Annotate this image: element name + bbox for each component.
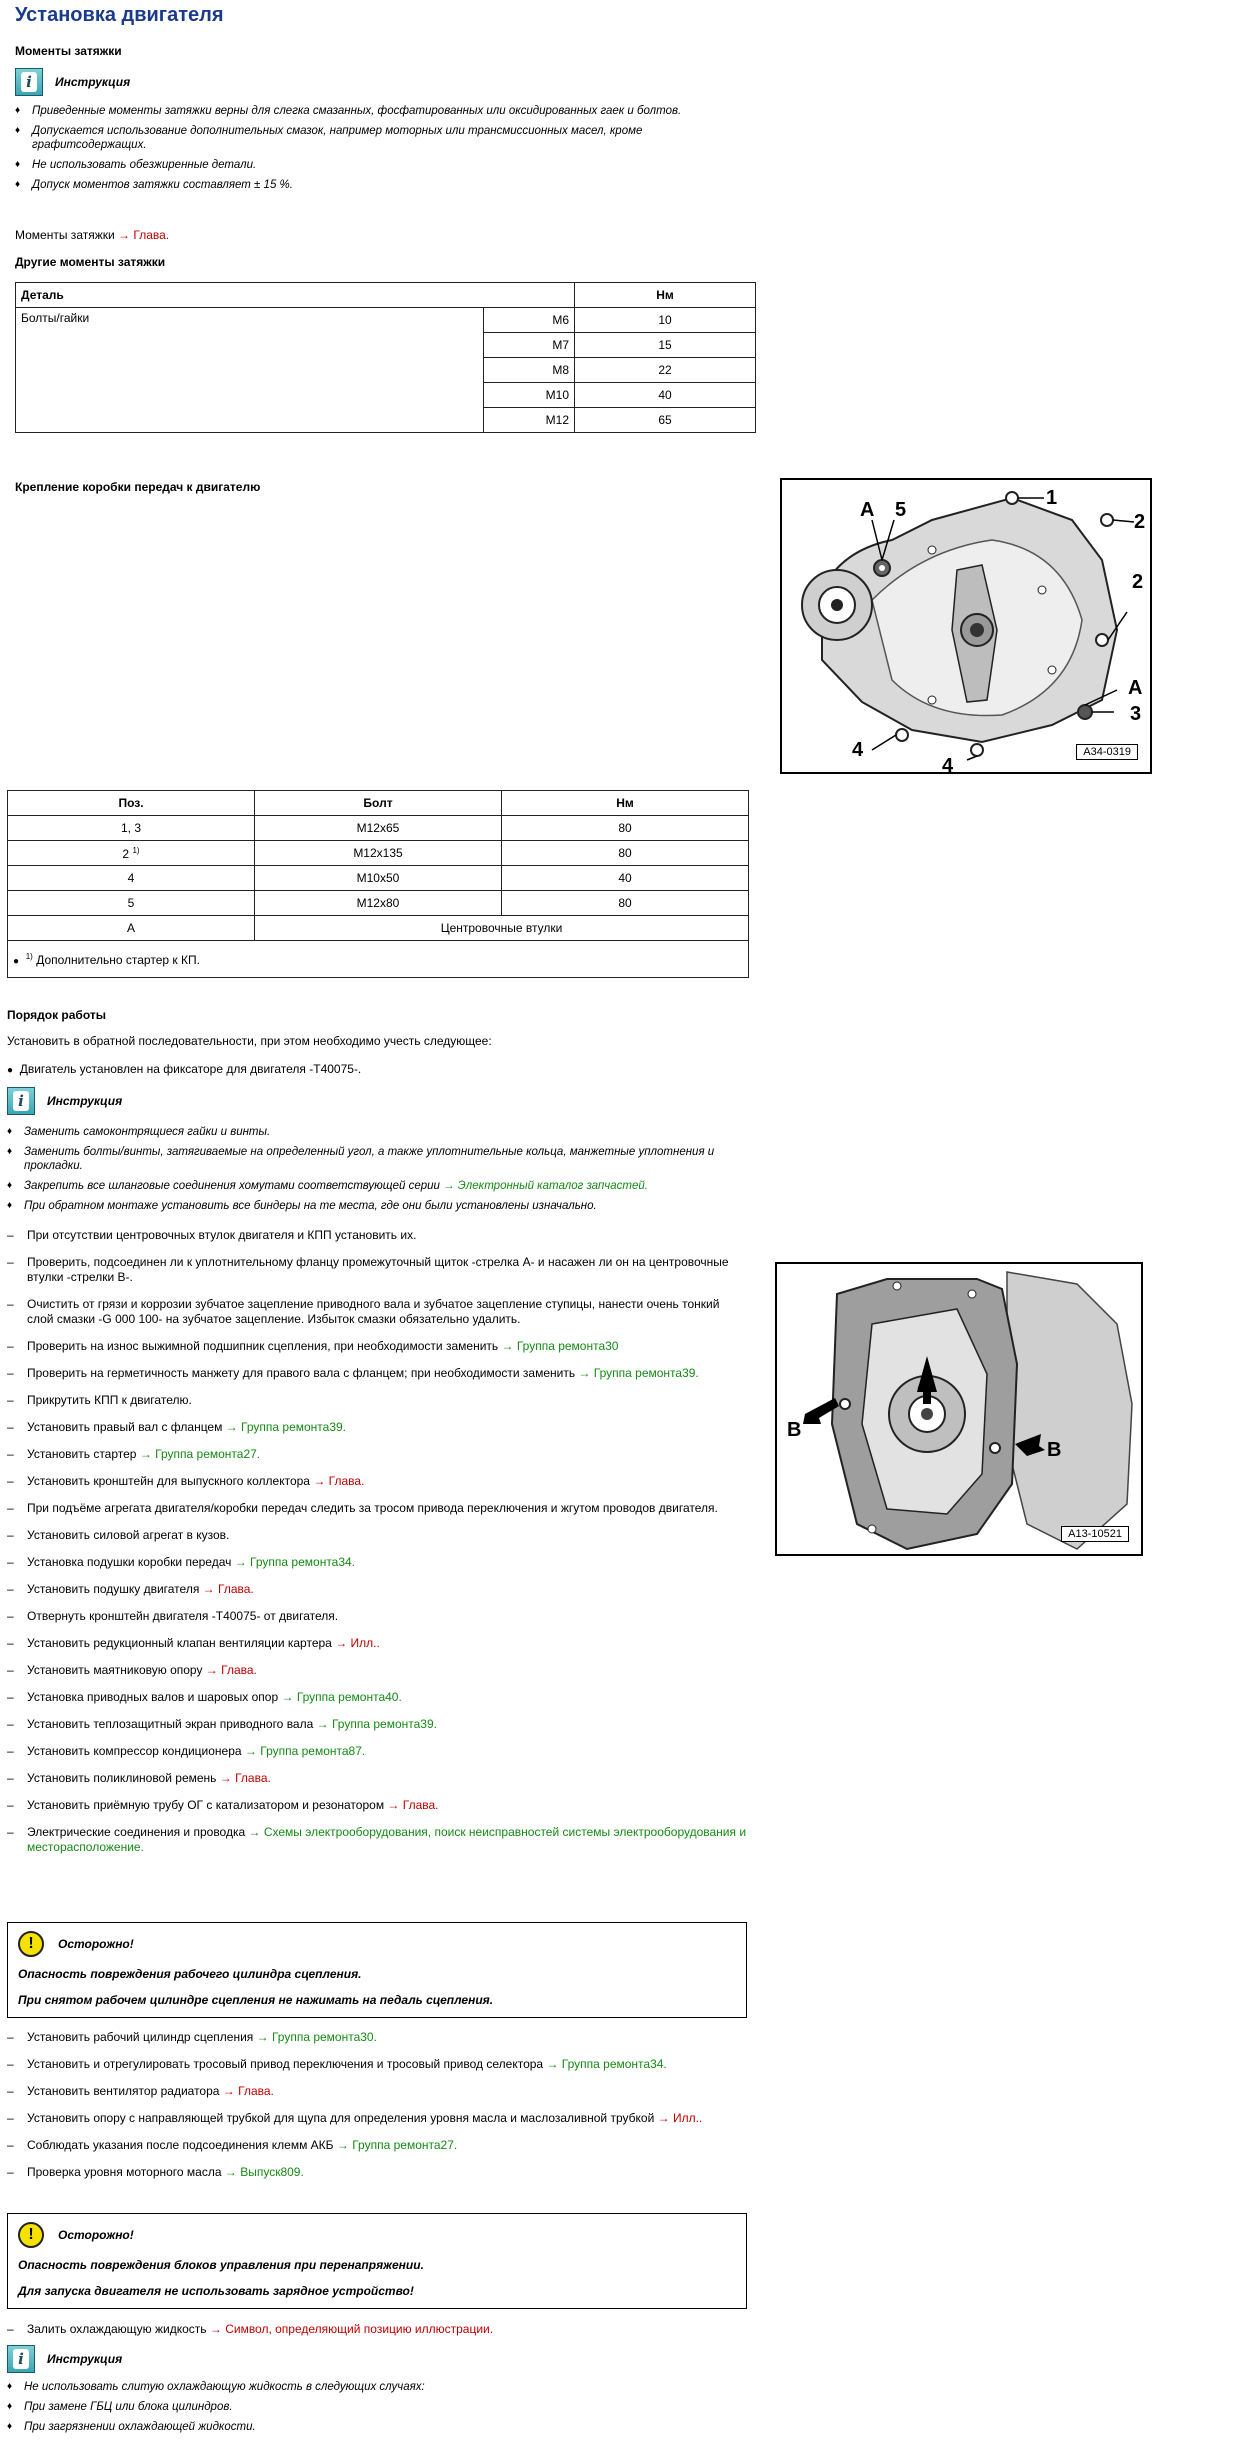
callout-5: 5 [895, 499, 907, 521]
nm-cell: 80 [502, 841, 749, 866]
nm-cell: 40 [575, 383, 756, 408]
step-text: Установить маятниковую опору [27, 1663, 203, 1677]
footnote-cell: ● $^{1)}$ Дополнительно стартер к КП. [8, 941, 749, 978]
issue-link[interactable]: → Выпуск809. [224, 2165, 304, 2179]
list-item [7, 2322, 747, 2337]
footnote-text: Дополнительно стартер к КП. [36, 952, 200, 967]
figure-label: A13-10521 [1061, 1526, 1129, 1542]
step-text: Установить правый вал с фланцем [27, 1420, 223, 1434]
step-text: Очистить от грязи и коррозии зубчатое зацепление приводного вала и зубчатое зацепление ступицы, нанести очень тонкий слой смазки -G 000 100- на зубчатое зацепление. Избыток смазки обязательно удалить. [27, 1297, 720, 1326]
note-text: При обратном монтаже установить все биндеры на те места, где они были установлены изначально. [24, 1200, 597, 1212]
callout-2b: 2 [1132, 571, 1144, 593]
repair-group-link[interactable]: → Группа ремонта27. [336, 2138, 458, 2152]
bolt-cell: M10x50 [255, 866, 502, 891]
gearbox-illustration [782, 480, 1150, 772]
list-item [7, 1528, 747, 1543]
illustration-link[interactable]: → Илл.. [657, 2111, 703, 2125]
col-bolt: Болт [255, 791, 502, 816]
table-row [8, 916, 749, 941]
list-item [7, 1690, 747, 1705]
repair-group-link[interactable]: → Группа ремонта87. [244, 1744, 366, 1758]
figure-label: A34-0319 [1076, 744, 1138, 760]
list-item [7, 1179, 747, 1193]
table-row [8, 841, 749, 866]
other-torque-heading: Другие моменты затяжки [15, 255, 166, 269]
step-text: Проверить на износ выжимной подшипник сцепления, при необходимости заменить [27, 1339, 499, 1353]
step-text: Установка приводных валов и шаровых опор [27, 1690, 279, 1704]
step-text: Залить охлаждающую жидкость [27, 2322, 207, 2336]
procedure-intro: Установить в обратной последовательности, при этом необходимо учесть следующее: [7, 1034, 492, 1048]
repair-group-link[interactable]: → Группа ремонта30. [256, 2030, 377, 2044]
torque-heading: Моменты затяжки [15, 44, 122, 58]
pos-value: 2 [122, 846, 130, 861]
nm-cell: 80 [502, 816, 749, 841]
table-row [8, 866, 749, 891]
step-text: Установить опору с направляющей трубкой для щупа для определения уровня масла и маслозаливной трубкой [27, 2111, 655, 2125]
list-item [7, 2084, 747, 2099]
list-item [7, 1744, 747, 1759]
gearbox-heading: Крепление коробки передач к двигателю [15, 480, 261, 494]
callout-a: A [917, 1372, 932, 1394]
step-text: Проверить, подсоединен ли к уплотнительному фланцу промежуточный щиток -стрелка A- и насажен ли он на центровочные втулки -стрелки B-. [27, 1255, 729, 1284]
bolt-cell: M12x80 [255, 891, 502, 916]
pos-cell: 1, 3 [8, 816, 255, 841]
instruction-note-1 [15, 68, 130, 96]
list-item: ♦ Допуск моментов затяжки составляет ± 15 %. [15, 178, 715, 192]
size-cell: M10 [484, 383, 575, 408]
list-item [7, 2165, 747, 2180]
step-text: Проверить на герметичность манжету для правого вала с фланцем; при необходимости заменить [27, 1366, 576, 1380]
col-nm: Нм [502, 791, 749, 816]
step-text: Установить кронштейн для выпускного коллектора [27, 1474, 310, 1488]
step-text: Прикрутить КПП к двигателю. [27, 1393, 192, 1407]
chapter-link[interactable]: → Глава. [205, 1663, 257, 1677]
pos-cell: A [8, 916, 255, 941]
nm-cell: 15 [575, 333, 756, 358]
list-item [7, 1825, 747, 1855]
torque-ref-text: Моменты затяжки [15, 228, 115, 242]
bolt-cell: Центровочные втулки [255, 916, 749, 941]
step-text: Установить подушку двигателя [27, 1582, 200, 1596]
other-torque-table [15, 282, 756, 433]
list-item [7, 1199, 747, 1213]
col-nm: Нм [575, 283, 756, 308]
list-item [7, 1297, 747, 1327]
step-text: Установить редукционный клапан вентиляции картера [27, 1636, 332, 1650]
list-item [7, 1798, 747, 1813]
nm-cell: 80 [502, 891, 749, 916]
step-text: Установить приёмную трубу ОГ с катализатором и резонатором [27, 1798, 385, 1812]
callout-b2: B [1047, 1439, 1062, 1461]
list-item: ♦ При замене ГБЦ или блока цилиндров. [7, 2400, 747, 2414]
procedure-steps-2 [7, 2030, 747, 2192]
repair-group-link[interactable]: → Группа ремонта30 [501, 1339, 619, 1353]
list-item: ♦ Приведенные моменты затяжки верны для слегка смазанных, фосфатированных или оксидированных гаек и болтов. [15, 104, 715, 118]
step-text: Установить рабочий цилиндр сцепления [27, 2030, 254, 2044]
chapter-link[interactable]: → Глава. [219, 1771, 271, 1785]
list-item [7, 1555, 747, 1570]
list-item [7, 1717, 747, 1732]
list-item [7, 1582, 747, 1597]
wiring-diagrams-link[interactable]: → Схемы электрооборудования, поиск неисправностей системы электрооборудования и месторасположение. [27, 1825, 747, 1854]
step-text: Установить теплозащитный экран приводного вала [27, 1717, 314, 1731]
part-cell: Болты/гайки [16, 308, 484, 433]
step-text: Установить стартер [27, 1447, 137, 1461]
step-text: При подъёме агрегата двигателя/коробки передач следить за тросом привода переключения и жгутом проводов двигателя. [27, 1501, 718, 1515]
repair-group-link[interactable]: → Группа ремонта39. [316, 1717, 437, 1731]
nm-cell: 40 [502, 866, 749, 891]
repair-group-link[interactable]: → Группа ремонта34. [546, 2057, 667, 2071]
callout-4b: 4 [942, 755, 954, 772]
warning-box-2 [7, 2213, 747, 2309]
list-item [7, 1447, 747, 1462]
table-row [16, 308, 756, 333]
step-text: Установить компрессор кондиционера [27, 1744, 242, 1758]
procedure-heading: Порядок работы [7, 1008, 106, 1022]
chapter-link[interactable]: → Глава. [222, 2084, 274, 2098]
warning-line: Опасность повреждения блоков управления при перенапряжении. [18, 2258, 424, 2272]
torque-ref [15, 228, 169, 243]
list-item [7, 2111, 747, 2126]
gearbox-figure [780, 478, 1152, 774]
list-item [7, 1366, 747, 1381]
list-item [7, 1636, 747, 1651]
list-item [7, 2057, 747, 2072]
step-text: Установить силовой агрегат в кузов. [27, 1528, 230, 1542]
warning-icon: ! [18, 1931, 44, 1957]
note-text: Закрепить все шланговые соединения хомутами соответствующей серии [24, 1180, 440, 1192]
list-item: ♦ Допускается использование дополнительных смазок, например моторных или трансмиссионных масел, кроме графитсодержащих. [15, 124, 715, 152]
note-text: Заменить болты/винты, затягиваемые на определенный угол, а также уплотнительные кольца, манжетные уплотнения и прокладки. [24, 1146, 715, 1172]
callout-a2: A [1128, 677, 1143, 699]
warning-icon: ! [18, 2222, 44, 2248]
list-item [7, 1228, 747, 1243]
size-cell: M7 [484, 333, 575, 358]
illustration-link[interactable]: → Илл.. [335, 1636, 380, 1650]
col-pos: Поз. [8, 791, 255, 816]
list-item [7, 1145, 747, 1173]
parts-catalog-link[interactable]: → Электронный каталог запчастей. [443, 1180, 648, 1192]
procedure-bullet: ● Двигатель установлен на фиксаторе для двигателя -T40075-. [7, 1062, 362, 1076]
warning-label: Осторожно! [58, 1937, 134, 1951]
gearbox-bolts-table [7, 790, 749, 978]
note-text: Заменить самоконтрящиеся гайки и винты. [24, 1126, 271, 1138]
list-item [7, 1339, 747, 1354]
symbol-link[interactable]: → Символ, определяющий позицию иллюстрации. [209, 2322, 494, 2336]
list-item [7, 2030, 747, 2045]
coolant-notes-list [7, 2380, 747, 2434]
step-text: Проверка уровня моторного масла [27, 2165, 222, 2179]
size-cell: M12 [484, 408, 575, 433]
instruction-note-3 [7, 2345, 122, 2373]
info-icon: i [15, 68, 43, 96]
step-text: Установить вентилятор радиатора [27, 2084, 220, 2098]
warning-line: Для запуска двигателя не использовать зарядное устройство! [18, 2284, 414, 2298]
warning-line: Опасность повреждения рабочего цилиндра сцепления. [18, 1967, 362, 1981]
step-text: Установить поликлиновой ремень [27, 1771, 217, 1785]
callout-4: 4 [852, 739, 864, 761]
step-text: Соблюдать указания после подсоединения клемм АКБ [27, 2138, 334, 2152]
procedure-steps [7, 1228, 747, 1867]
step-text: Установить и отрегулировать тросовый привод переключения и тросовый привод селектора [27, 2057, 544, 2071]
callout-b: B [787, 1419, 802, 1441]
bolt-cell: M12x65 [255, 816, 502, 841]
warning-label: Осторожно! [58, 2228, 134, 2242]
list-item: ♦ Не использовать слитую охлаждающую жидкость в следующих случаях: [7, 2380, 747, 2394]
chapter-link[interactable]: → Глава. [202, 1582, 254, 1596]
warning-line: При снятом рабочем цилиндре сцепления не нажимать на педаль сцепления. [18, 1993, 494, 2007]
table-row [8, 816, 749, 841]
pos-cell: 4 [8, 866, 255, 891]
list-item: ♦ Не использовать обезжиренные детали. [15, 158, 715, 172]
footnote-row [8, 941, 749, 978]
repair-group-link[interactable]: → Группа ремонта39. [225, 1420, 347, 1434]
page-title: Установка двигателя [15, 4, 224, 26]
instruction-label: Инструкция [55, 75, 131, 89]
chapter-link[interactable]: → Глава. [118, 228, 170, 242]
bolt-cell: M12x135 [255, 841, 502, 866]
size-cell: M8 [484, 358, 575, 383]
list-item: ♦ При загрязнении охлаждающей жидкости. [7, 2420, 747, 2434]
flange-illustration [777, 1264, 1141, 1554]
step-text: При отсутствии центровочных втулок двигателя и КПП установить их. [27, 1228, 417, 1242]
footnote-mark: 1) [132, 845, 140, 855]
instruction-label: Инструкция [47, 2352, 123, 2366]
warning-box-1 [7, 1922, 747, 2018]
callout-3: 3 [1130, 703, 1142, 725]
footnote-mark: 1) [25, 951, 33, 961]
step-text: Отвернуть кронштейн двигателя -T40075- от двигателя. [27, 1609, 339, 1623]
list-item [7, 1474, 747, 1489]
chapter-link[interactable]: → Глава. [313, 1474, 365, 1488]
list-item [7, 1125, 747, 1139]
step-text: Электрические соединения и проводка [27, 1825, 246, 1839]
repair-group-link[interactable]: → Группа ремонта40. [281, 1690, 402, 1704]
repair-group-link[interactable]: → Группа ремонта34. [234, 1555, 356, 1569]
list-item [7, 1663, 747, 1678]
nm-cell: 10 [575, 308, 756, 333]
procedure-notes-list [7, 1125, 747, 1219]
flange-figure [775, 1262, 1143, 1556]
chapter-link[interactable]: → Глава. [387, 1798, 439, 1812]
list-item [7, 1771, 747, 1786]
list-item [7, 1420, 747, 1435]
instruction-label: Инструкция [47, 1094, 123, 1108]
col-part: Деталь [16, 283, 575, 308]
list-item [7, 1609, 747, 1624]
info-icon: i [7, 1087, 35, 1115]
list-item [7, 1501, 747, 1516]
list-item [7, 2138, 747, 2153]
bullet-text: Двигатель установлен на фиксаторе для двигателя -T40075-. [19, 1062, 362, 1076]
size-cell: M6 [484, 308, 575, 333]
torque-notes-list [15, 104, 715, 198]
list-item [7, 1255, 747, 1285]
nm-cell: 22 [575, 358, 756, 383]
list-item [7, 1393, 747, 1408]
callout-1: 1 [1046, 487, 1058, 509]
pos-cell [8, 841, 255, 866]
pos-cell: 5 [8, 891, 255, 916]
procedure-last-step [7, 2322, 747, 2337]
callout-a: A [860, 499, 875, 521]
nm-cell: 65 [575, 408, 756, 433]
repair-group-link[interactable]: → Группа ремонта27. [139, 1447, 261, 1461]
table-row [8, 891, 749, 916]
step-text: Установка подушки коробки передач [27, 1555, 232, 1569]
info-icon: i [7, 2345, 35, 2373]
repair-group-link[interactable]: → Группа ремонта39. [578, 1366, 699, 1380]
instruction-note-2 [7, 1087, 122, 1115]
callout-2: 2 [1134, 511, 1146, 533]
